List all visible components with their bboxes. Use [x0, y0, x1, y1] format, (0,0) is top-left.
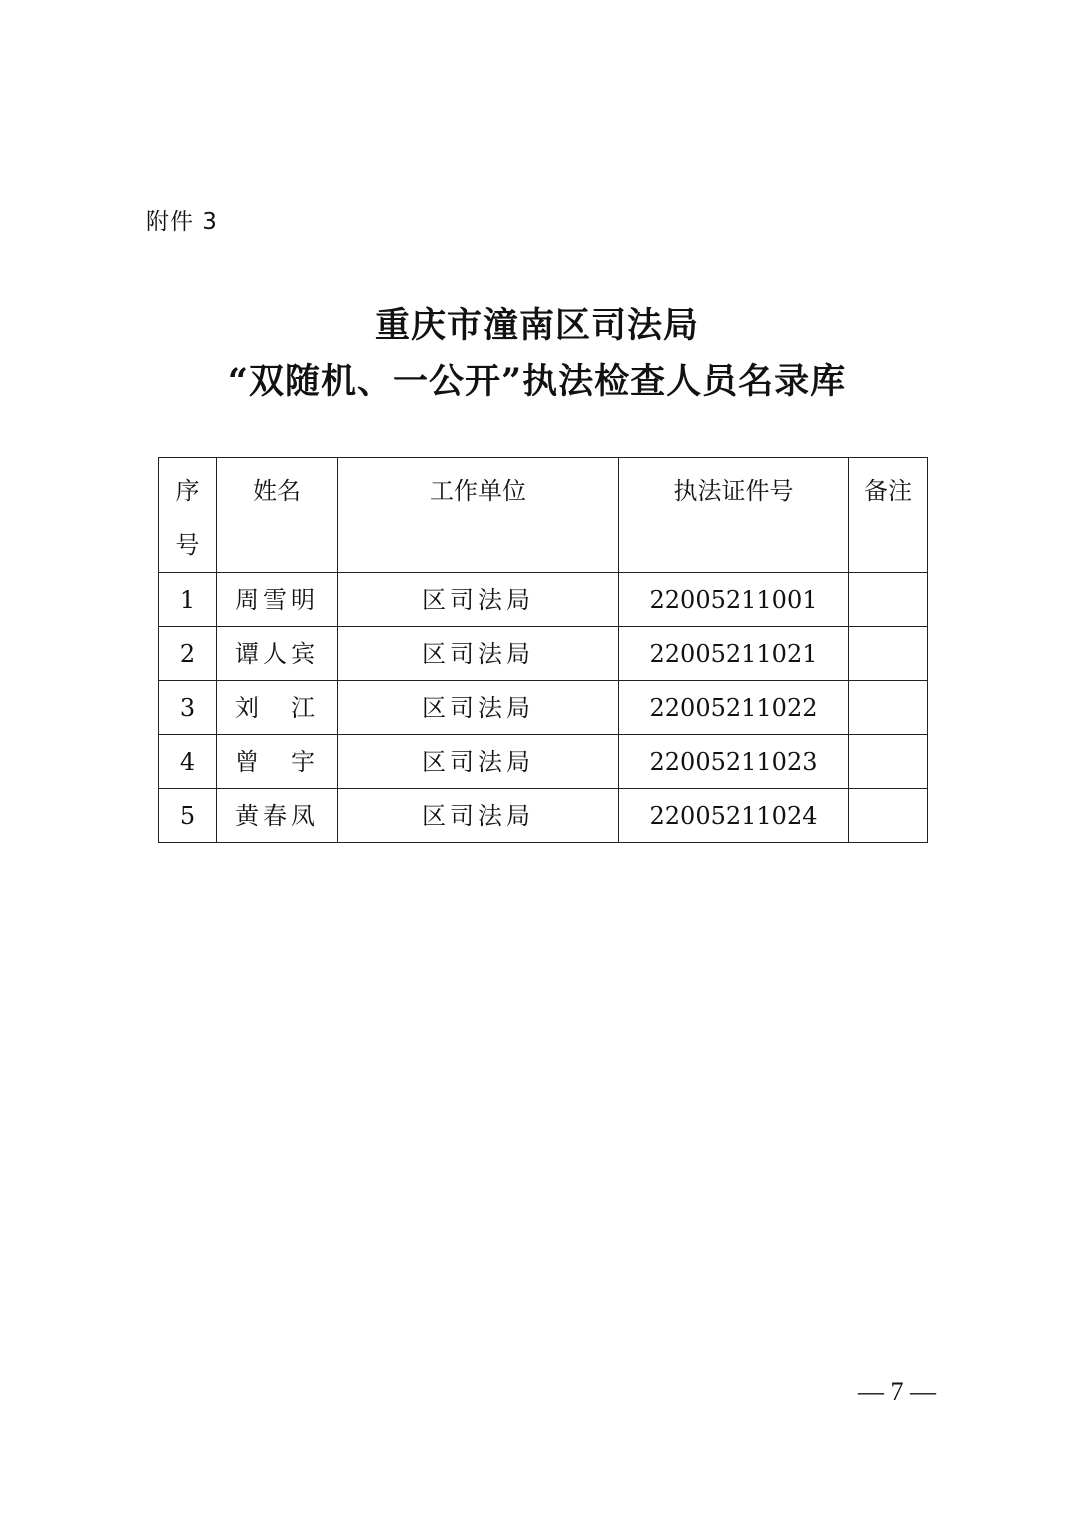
row-seq: 1 — [159, 573, 217, 627]
row-unit: 区司法局 — [338, 681, 619, 735]
row-remark — [849, 681, 928, 735]
table-header-row — [159, 458, 928, 573]
row-unit: 区司法局 — [338, 735, 619, 789]
row-unit: 区司法局 — [338, 789, 619, 843]
header-remark: 备注 — [849, 458, 928, 573]
row-remark — [849, 789, 928, 843]
table-row — [159, 573, 928, 627]
row-cert: 22005211001 — [619, 573, 849, 627]
row-remark — [849, 627, 928, 681]
document-title — [0, 298, 1074, 410]
header-unit: 工作单位 — [338, 458, 619, 573]
row-name: 周雪明 — [217, 573, 338, 627]
title-line-2: “双随机、一公开”执法检查人员名录库 — [227, 361, 847, 402]
row-name: 曾 宇 — [217, 735, 338, 789]
row-unit: 区司法局 — [338, 627, 619, 681]
attachment-label: 附件 3 — [146, 209, 218, 235]
table-row — [159, 789, 928, 843]
row-seq: 2 — [159, 627, 217, 681]
page-number: — 7 — — [858, 1377, 936, 1406]
header-cert: 执法证件号 — [619, 458, 849, 573]
row-seq: 5 — [159, 789, 217, 843]
row-cert: 22005211024 — [619, 789, 849, 843]
row-seq: 4 — [159, 735, 217, 789]
table-row — [159, 627, 928, 681]
row-remark — [849, 735, 928, 789]
row-name: 黄春凤 — [217, 789, 338, 843]
row-remark — [849, 573, 928, 627]
row-cert: 22005211022 — [619, 681, 849, 735]
row-cert: 22005211021 — [619, 627, 849, 681]
table-row — [159, 681, 928, 735]
row-seq: 3 — [159, 681, 217, 735]
personnel-roster-table — [158, 457, 928, 843]
table-row — [159, 735, 928, 789]
row-cert: 22005211023 — [619, 735, 849, 789]
title-line-1: 重庆市潼南区司法局 — [374, 305, 699, 346]
row-name: 谭人宾 — [217, 627, 338, 681]
header-name: 姓名 — [217, 458, 338, 573]
row-name: 刘 江 — [217, 681, 338, 735]
header-seq: 序号 — [159, 458, 217, 573]
row-unit: 区司法局 — [338, 573, 619, 627]
